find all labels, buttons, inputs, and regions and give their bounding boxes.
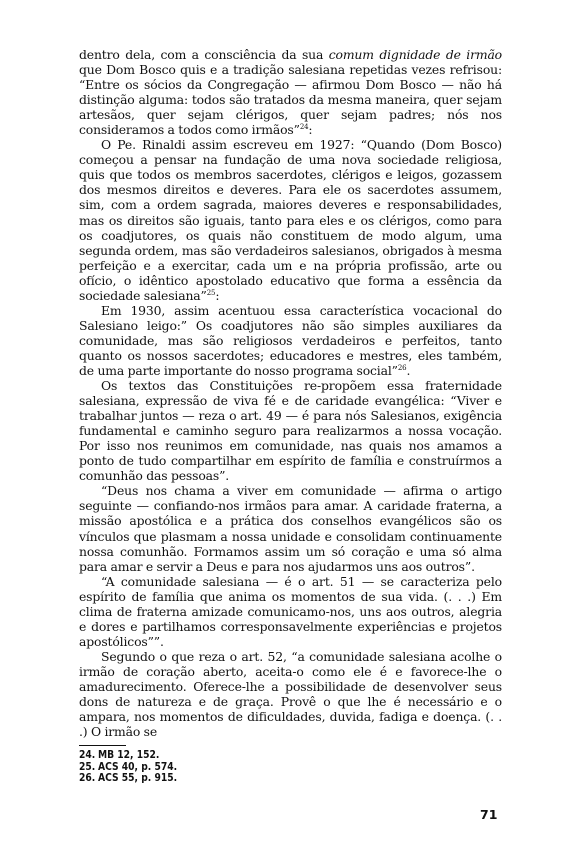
paragraph-text: : (308, 122, 313, 138)
paragraph (79, 649, 502, 739)
paragraph (79, 483, 502, 573)
footnote-ref: 25 (206, 288, 216, 297)
paragraph (79, 378, 502, 483)
footnotes (79, 750, 177, 785)
paragraph-text: Segundo o que reza o art. 52, “a comunidade salesiana acolhe o irmão de coração aberto, aceita-o como ele é e favorece-lhe o amadurecimento. Oferece-lhe a possibilidade de desenvolver seus dons de natureza e de graça. Provê o que lhe é necessário e o ampara, nos momentos de dificuldades, duvida, fadiga e doença. (. . .) O irmão se (79, 648, 502, 740)
paragraph-text: dentro dela, com a consciência da sua (79, 47, 329, 62)
footnote-text: ACS 55, p. 915. (98, 773, 178, 785)
paragraph-text: : (215, 287, 220, 303)
footnote-rule (79, 745, 126, 746)
paragraph-text: que Dom Bosco quis e a tradição salesiana repetidas vezes refrisou: “Entre os sócios da Congregação — afirmou Dom Bosco — não há distinção alguma: todos são tratados da mesma maneira, quer sejam artesãos, quer sejam clérigos, quer sejam padres; nós nos consideramos a todos como irmãos” (79, 62, 502, 138)
footnote-ref: 26 (397, 363, 407, 372)
footnote (79, 750, 177, 762)
footnote (79, 762, 177, 774)
footnote-number: 25. (79, 761, 96, 773)
paragraph (79, 137, 502, 303)
paragraph (79, 574, 502, 649)
paragraph-text: “Deus nos chama a viver em comunidade — afirma o artigo seguinte — confiando-nos irmãos para amar. A caridade fraterna, a missão apostólica e a prática dos conselhos evangélicos são os vínculos que plasmam a nossa unidade e consolidam continuamente nossa comunhão. Formamos assim um só coração e uma só alma para amar e servir a Deus e para nos ajudarmos uns aos outros”. (79, 483, 502, 574)
paragraph-text: “A comunidade salesiana — é o art. 51 — se caracteriza pelo espírito de família que anima os momentos de sua vida. (. . .) Em clima de fraterna amizade comunicamo-nos, uns aos outros, alegria e dores e partilhamos corresponsavelmente experiências e projetos apostólicos””. (79, 573, 502, 649)
paragraph-text: . (406, 362, 411, 378)
paragraph (79, 47, 502, 137)
paragraph-text: O Pe. Rinaldi assim escreveu em 1927: “Quando (Dom Bosco) começou a pensar na fundação de uma nova sociedade religiosa, quis que todos os membros sacerdotes, clérigos e leigos, gozassem dos mesmos direitos e deveres. Para ele os sacerdotes assumem, sim, com a ordem sagrada, maiores deveres e responsabilidades, mas os direitos são iguais, tanto para eles e os clérigos, como para os coadjutores, os quais não constituem de modo algum, uma segunda ordem, mas são verdadeiros salesianos, obrigados à mesma perfeição e a exercitar, cada um e na própria profissão, arte ou ofício, o idêntico apostolado educativo que forma a essência da sociedade salesiana” (79, 137, 502, 303)
body-text (79, 47, 502, 739)
footnote-number: 26. (79, 773, 96, 785)
paragraph (79, 303, 502, 378)
footnote-text: MB 12, 152. (98, 750, 160, 761)
emphasis-text: comum dignidade de irmão (328, 47, 502, 62)
footnote-text: ACS 40, p. 574. (98, 761, 178, 773)
page-number: 71 (480, 807, 498, 822)
footnote (79, 773, 177, 785)
paragraph-text: Em 1930, assim acentuou essa característica vocacional do Salesiano leigo:” Os coadjutores não são simples auxiliares da comunidade, mas são religiosos verdadeiros e perfeitos, tanto quanto os nossos sacerdotes; educadores e mestres, eles também, de uma parte importante do nosso programa social” (79, 302, 502, 378)
footnote-number: 24. (79, 750, 96, 761)
footnote-ref: 24 (299, 123, 309, 132)
paragraph-text: Os textos das Constituições re-propõem essa fraternidade salesiana, expressão de viva fé e de caridade evangélica: “Viver e trabalhar juntos — reza o art. 49 — é para nós Salesianos, exigência fundamental e caminho seguro para realizarmos a nossa vocação. Por isso nos reunimos em comunidade, nas quais nos amamos a ponto de tudo compartilhar em espírito de família e construírmos a comunhão das pessoas”. (79, 378, 502, 484)
